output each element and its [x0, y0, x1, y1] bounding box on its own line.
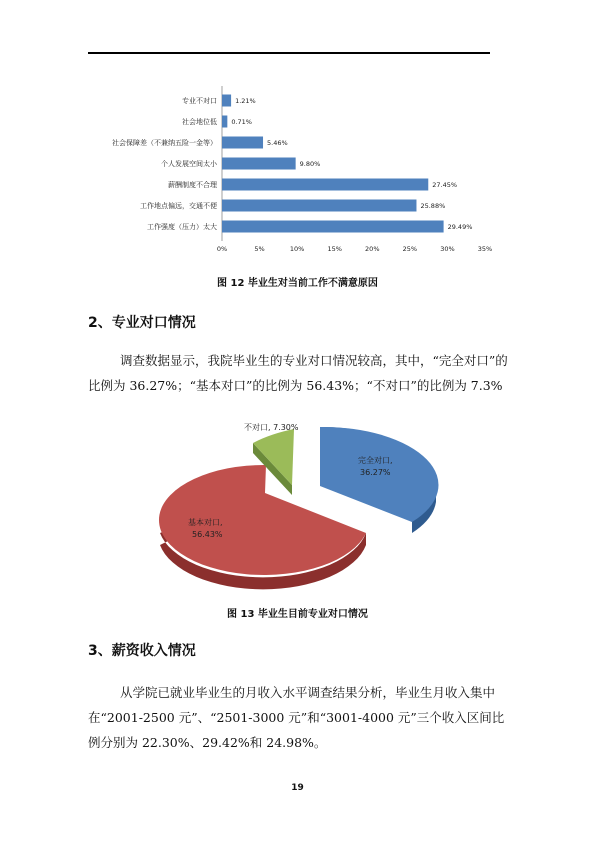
section-heading-major-match: 2、专业对口情况	[88, 315, 196, 331]
bar-value-label: 9.80%	[299, 160, 321, 168]
bar	[222, 158, 296, 170]
bar	[222, 221, 444, 233]
x-tick-label: 35%	[477, 245, 493, 253]
bar-category-label: 薪酬制度不合理	[168, 181, 217, 189]
x-tick-label: 0%	[216, 245, 228, 253]
bar-category-label: 工作地点偏远，交通不便	[140, 202, 217, 210]
bar	[222, 95, 231, 107]
x-tick-label: 5%	[254, 245, 265, 253]
pie-label-full: 完全对口,	[358, 456, 393, 465]
bar-category-label: 专业不对口	[182, 97, 217, 105]
bar-category-label: 个人发展空间太小	[161, 160, 217, 168]
x-tick-label: 25%	[402, 245, 418, 253]
bar-category-label: 工作强度（压力）太大	[147, 223, 217, 231]
bar	[222, 179, 428, 191]
bar	[222, 137, 263, 149]
header-rule	[88, 52, 490, 54]
dissatisfaction-bar-chart	[112, 82, 500, 253]
pie-value-full: 36.27%	[360, 468, 391, 477]
paragraph-salary: 从学院已就业毕业生的月收入水平调查结果分析，毕业生月收入集中在“2001-2500 元”、“2501-3000 元”和“3001-4000 元”三个收入区间比例分别为 22.30%、29.42%和 24.98%。	[88, 685, 505, 750]
paragraph-major-match: 调查数据显示，我院毕业生的专业对口情况较高，其中，“完全对口”的比例为 36.27%；“基本对口”的比例为 56.43%；“不对口”的比例为 7.3%	[88, 353, 508, 393]
pie-label-basic: 基本对口,	[188, 518, 223, 527]
bar-value-label: 5.46%	[267, 139, 288, 147]
bar	[222, 116, 227, 128]
bar-category-label: 社会地位低	[182, 118, 217, 126]
x-tick-label: 15%	[327, 245, 342, 253]
x-tick-label: 30%	[440, 245, 455, 253]
figure-12-caption: 图 12 毕业生对当前工作不满意原因	[217, 278, 378, 289]
bar	[222, 200, 416, 212]
section-heading-salary: 3、薪资收入情况	[88, 643, 196, 659]
pie-label-none: 不对口, 7.30%	[244, 423, 299, 432]
bar-value-label: 25.88%	[420, 202, 446, 210]
bar-value-label: 27.45%	[432, 181, 458, 189]
bar-value-label: 29.49%	[447, 223, 473, 231]
figure-13-caption: 图 13 毕业生目前专业对口情况	[227, 609, 368, 620]
x-tick-label: 10%	[289, 245, 305, 253]
bar-category-label: 社会保障差（不兼纳五险一金等）	[112, 139, 217, 147]
pie-value-basic: 56.43%	[192, 530, 223, 539]
bar-value-label: 0.71%	[231, 118, 252, 126]
bar-value-label: 1.21%	[235, 97, 256, 105]
major-match-pie-chart	[140, 415, 460, 600]
x-tick-label: 20%	[365, 245, 380, 253]
page-number: 19	[291, 783, 304, 793]
